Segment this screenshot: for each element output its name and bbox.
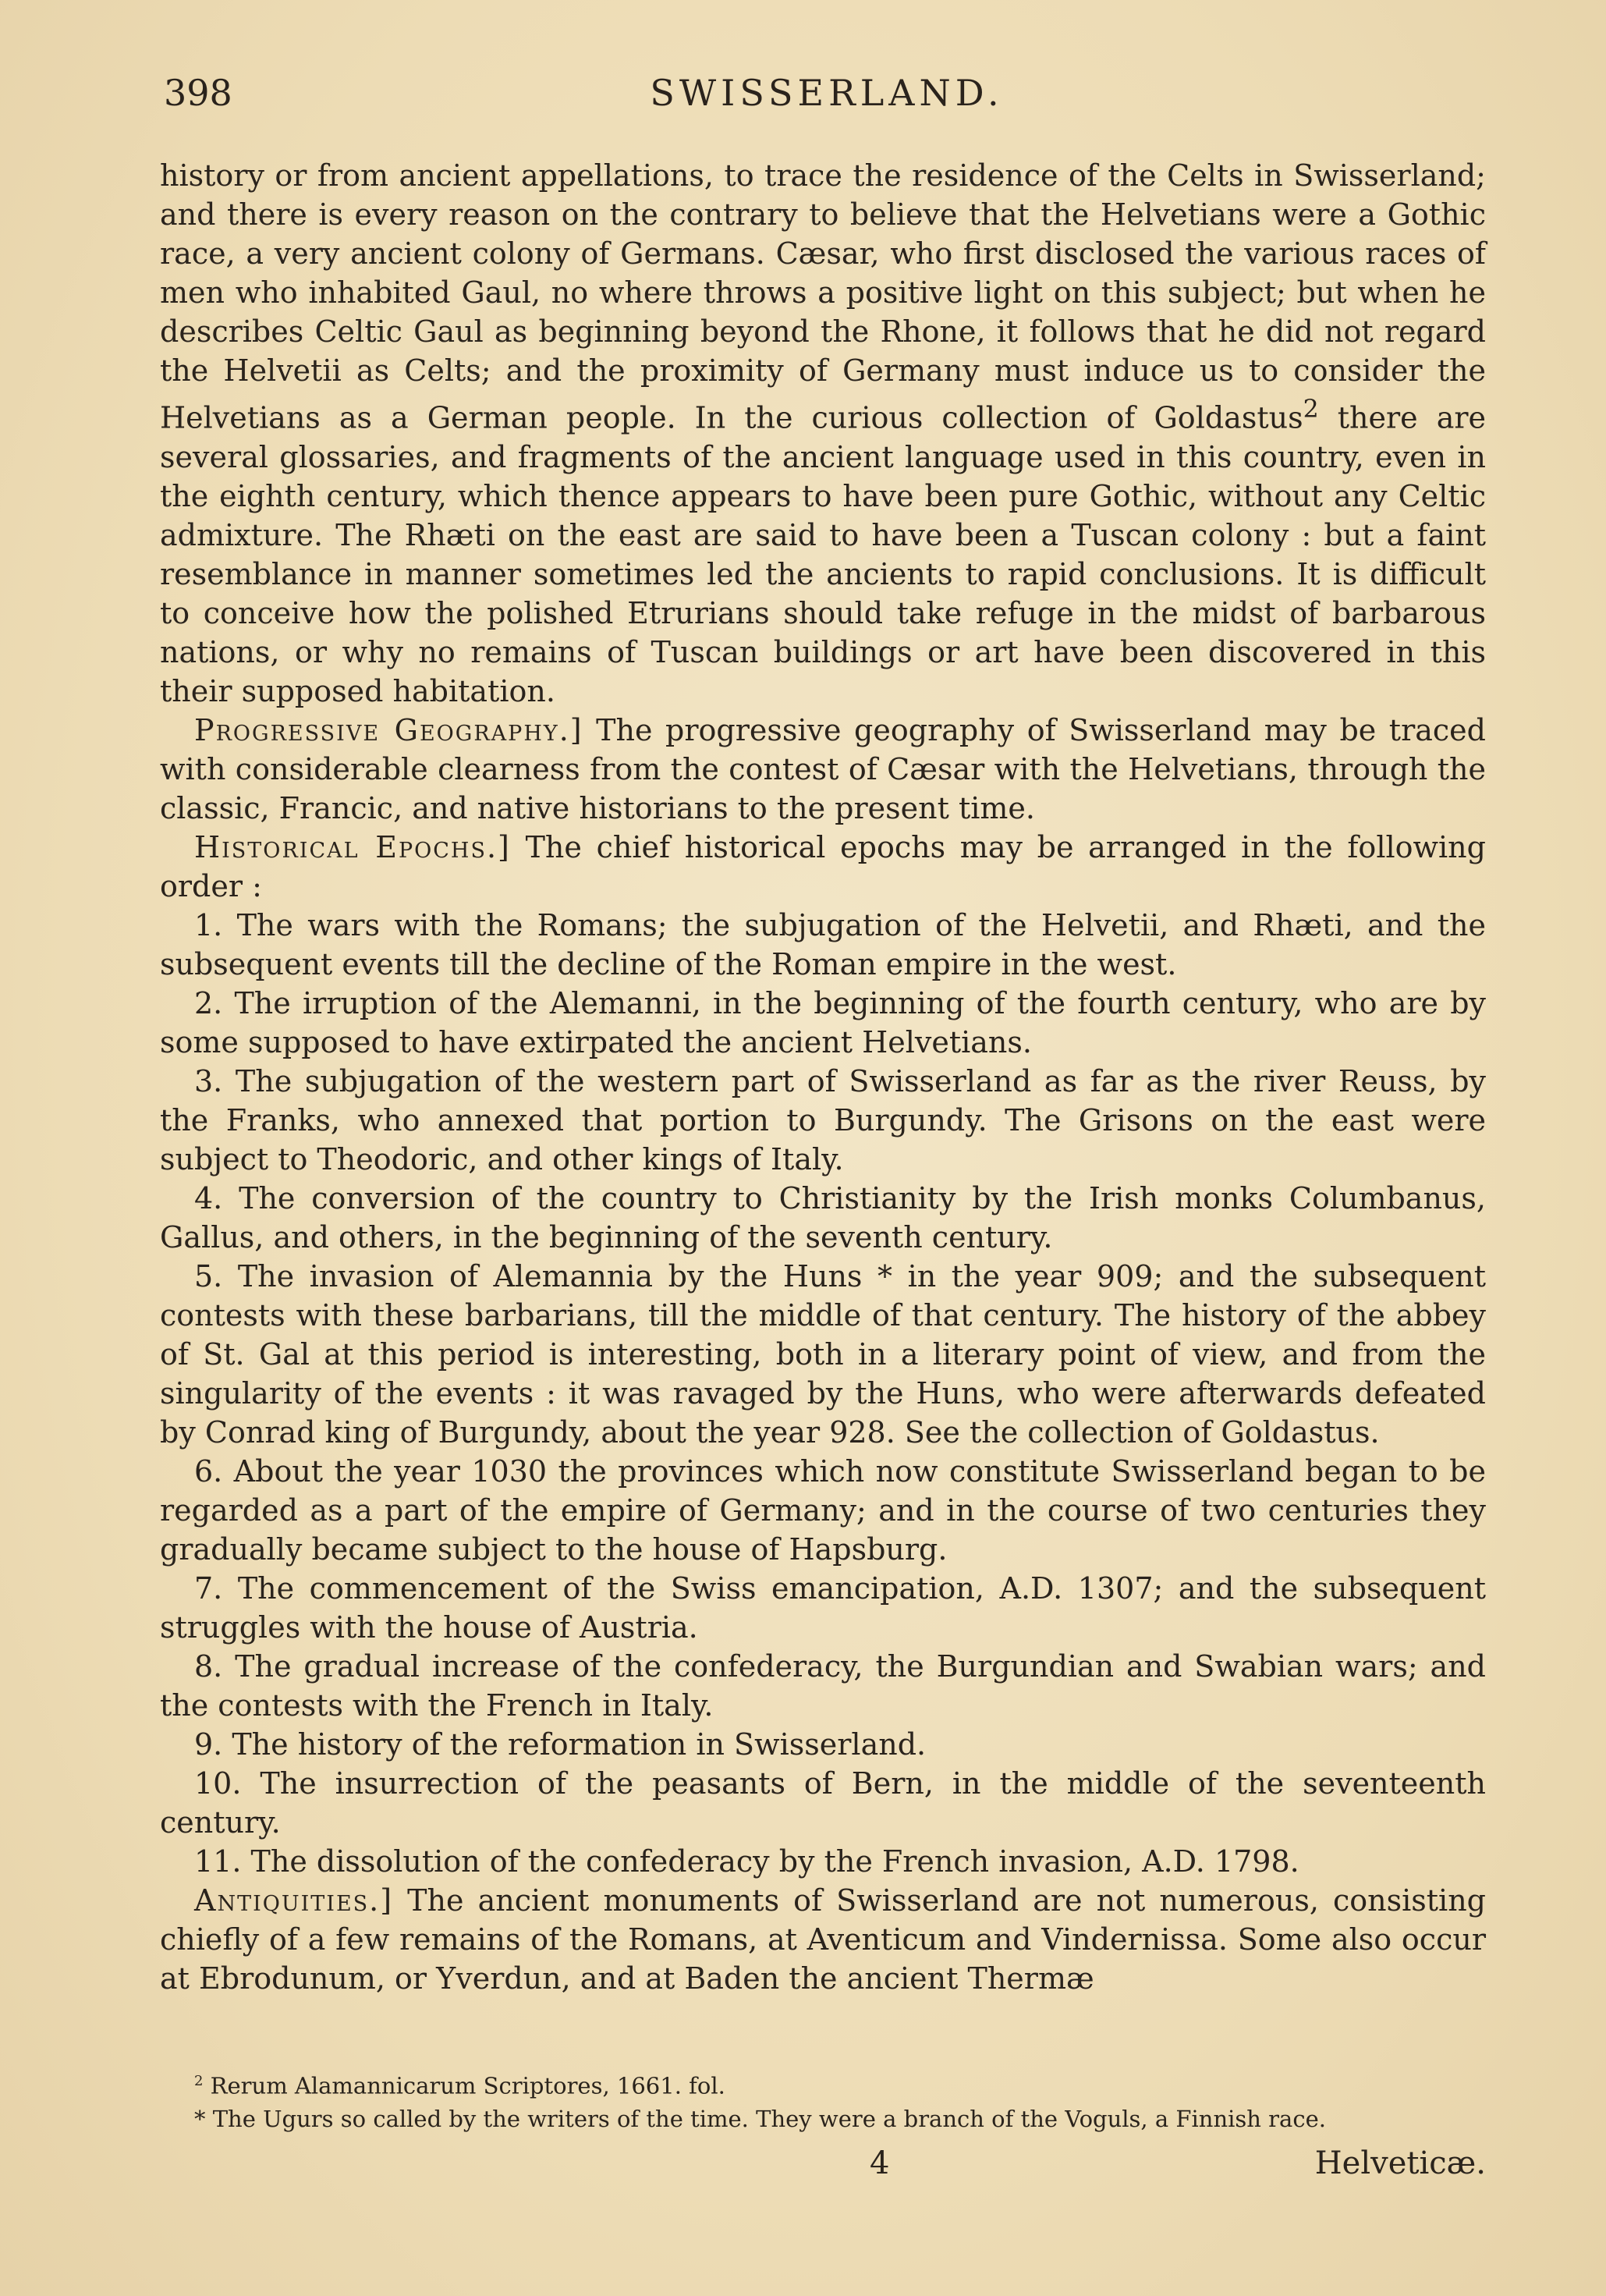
paragraph-antiquities: Antiquities.] The ancient monuments of Swisserland are not numerous, consisting chiefly of a few remains of the Romans, at Aventicum and Vindernissa. Some also occur at Ebrodunum, or Yverdun, and at Baden the ancient Thermæ bbox=[160, 1883, 1486, 1996]
epoch-item: 6. About the year 1030 the provinces which now constitute Swisserland began to be regarded as a part of the empire of Germany; and in the course of two centuries they gradually became subject to the house of Hapsburg. bbox=[160, 1453, 1486, 1567]
section-head-antiquities: Antiquities.] bbox=[194, 1883, 394, 1918]
footnote-2: * The Ugurs so called by the writers of the time. They were a branch of the Voguls, a Finnish race. bbox=[194, 2105, 1326, 2132]
epoch-item: 1. The wars with the Romans; the subjugation of the Helvetii, and Rhæti, and the subsequent events till the decline of the Roman empire in the west. bbox=[160, 907, 1486, 981]
epoch-item: 5. The invasion of Alemannia by the Huns * in the year 909; and the subsequent contests with these barbarians, till the middle of that century. The history of the abbey of St. Gal at this period is interesting, both in a literary point of view, and from the singularity of the events : it was ravaged by the Huns, who were afterwards defeated by Conrad king of Burgundy, about the year 928. See the collection of Goldastus. bbox=[160, 1258, 1486, 1450]
footnotes bbox=[160, 2065, 1486, 2135]
footnote-1: $^2$ Rerum Alamannicarum Scriptores, 1661. fol. bbox=[194, 2072, 725, 2099]
epoch-item: 3. The subjugation of the western part of Swisserland as far as the river Reuss, by the Franks, who annexed that portion to Burgundy. The Grisons on the east were subject to Theodoric, and other kings of Italy. bbox=[160, 1063, 1486, 1176]
epoch-item: 11. The dissolution of the confederacy by the French invasion, A.D. 1798. bbox=[194, 1844, 1299, 1879]
footnote-2-mark: * bbox=[194, 2105, 206, 2132]
main-text bbox=[160, 156, 1486, 1998]
epoch-item: 7. The commencement of the Swiss emancipation, A.D. 1307; and the subsequent struggles with the house of Austria. bbox=[160, 1570, 1486, 1645]
running-title: SWISSERLAND. bbox=[650, 72, 1004, 114]
paragraph-progressive-geography: Progressive Geography.] The progressive geography of Swisserland may be traced with considerable clearness from the contest of Cæsar with the Helvetians, through the classic, Francic, and native historians to the present time. bbox=[160, 712, 1486, 825]
page-number: 398 bbox=[164, 72, 232, 114]
epoch-item: 10. The insurrection of the peasants of Bern, in the middle of the seventeenth century. bbox=[160, 1765, 1486, 1840]
footnote-1-mark: 2 bbox=[194, 2073, 204, 2089]
signature-mark: 4 bbox=[870, 2145, 890, 2181]
catchword: Helveticæ. bbox=[1314, 2145, 1486, 2181]
paragraph-historical-epochs: Historical Epochs.] The chief historical epochs may be arranged in the following order : bbox=[160, 829, 1486, 903]
paragraph-celts: history or from ancient appellations, to trace the residence of the Celts in Swisserland; and there is every reason on the contrary to believe that the Helvetians were a Gothic race, a very ancient colony of Germans. Cæsar, who first disclosed the various races of men who inhabited Gaul, no where throws a positive light on this subject; but when he describes Celtic Gaul as beginning beyond the Rhone, it follows that he did not regard the Helvetii as Celts; and the proximity of Germany must induce us to consider the Helvetians as a German people. In the curious collection of Goldastus$^2$ there are several glossaries, and fragments of the ancient language used in this country, even in the eighth century, which thence appears to have been pure Gothic, without any Celtic admixture. The Rhæti on the east are said to have been a Tuscan colony : but a faint resemblance in manner sometimes led the ancients to rapid conclusions. It is difficult to conceive how the polished Etrurians should take refuge in the midst of barbarous nations, or why no remains of Tuscan buildings or art have been discovered in this their supposed habitation. bbox=[160, 158, 1486, 708]
section-head-progressive-geography: Progressive Geography.] bbox=[194, 712, 583, 747]
section-head-historical-epochs: Historical Epochs.] bbox=[194, 829, 511, 864]
epoch-item: 9. The history of the reformation in Swisserland. bbox=[194, 1726, 927, 1762]
epoch-item: 2. The irruption of the Alemanni, in the beginning of the fourth century, who are by some supposed to have extirpated the ancient Helvetians. bbox=[160, 985, 1486, 1059]
running-header bbox=[164, 72, 1490, 126]
page-footer bbox=[160, 2145, 1486, 2192]
footnote-ref: 2 bbox=[1303, 396, 1319, 424]
epoch-item: 8. The gradual increase of the confederacy, the Burgundian and Swabian wars; and the contests with the French in Italy. bbox=[160, 1648, 1486, 1723]
epoch-item: 4. The conversion of the country to Christianity by the Irish monks Columbanus, Gallus, and others, in the beginning of the seventh century. bbox=[160, 1180, 1486, 1254]
